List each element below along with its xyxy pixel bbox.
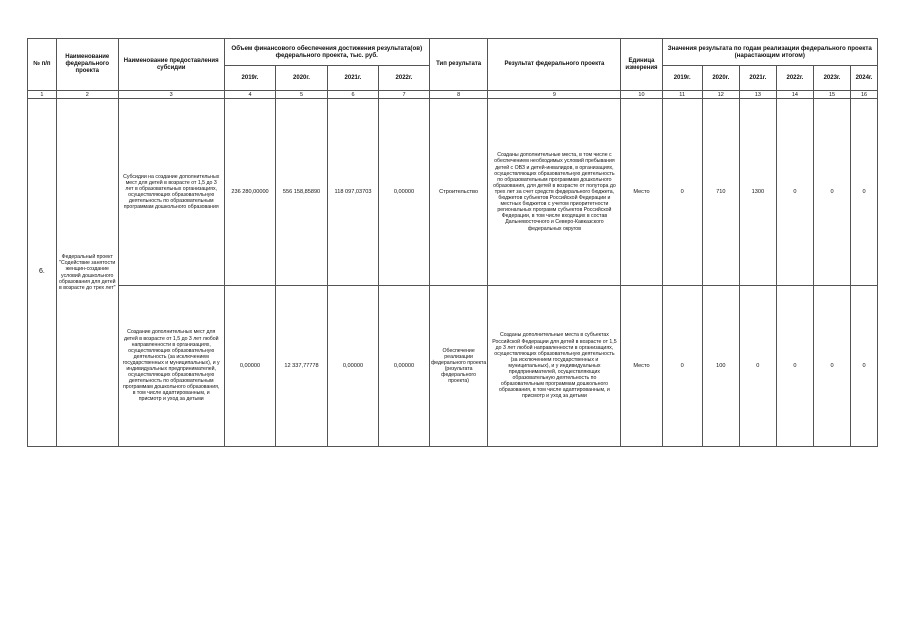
result-text: Созданы дополнительные места, в том числе с обеспечением необходимых условий пребывания детей с ОВЗ и детей-инвалидов, в организациях, осуществляющих образовательную деятельность по образовательным программам дошкольного образования, для детей в возрасте от полутора до трех лет за счет средств федерального бюджета, бюджетов субъектов Российской Федерации и местных бюджетов с учетом приоритетности региональных программ субъектов Российской Федерации, в том числе входящих в состав Дальневосточного и Северо-Кавказского федеральных округов: [493, 152, 616, 232]
column-number: 7: [379, 91, 429, 99]
value-cell: 0: [813, 286, 850, 447]
header-value-year: 2020г.: [702, 66, 739, 91]
funding-cell: 0,00000: [224, 286, 276, 447]
result-cell: [488, 99, 621, 286]
column-number-row: [28, 91, 878, 99]
subsidy-text: Создание дополнительных мест для детей в возрасте от 1,5 до 3 лет любой направленности в организациях, осуществляющих образовательную деятельность (за исключением государственных и муниципальных), и у индивидуальных предпринимателей, осуществляющих образовательную деятельность по образовательным программам дошкольного образования, в том числе адаптированным, и присмотр и уход за детьми: [122, 329, 220, 403]
column-number: 8: [429, 91, 488, 99]
funding-cell: 0,00000: [379, 286, 429, 447]
header-funding-year: 2021г.: [327, 66, 379, 91]
subsidy-text: Субсидии на создание дополнительных мест для детей в возрасте от 1,5 до 3 лет в образовательных организациях, осуществляющих образовательную деятельность по образовательным программам дошкольного образования: [123, 173, 220, 211]
result-cell: [488, 286, 621, 447]
subsidy-cell: [118, 99, 224, 286]
column-number: 12: [702, 91, 739, 99]
header-funding-year: 2022г.: [379, 66, 429, 91]
header-row-top: [28, 39, 878, 66]
unit-cell: Место: [621, 99, 662, 286]
header-no: № п/п: [28, 39, 57, 91]
value-cell: 0: [776, 99, 813, 286]
header-values-group: Значения результата по годам реализации федерального проекта (нарастающим итогом): [662, 39, 877, 66]
result-type-cell: Обеспечение реализации федерального проекта (результата федерального проекта): [429, 286, 488, 447]
column-number: 10: [621, 91, 662, 99]
column-number: 6: [327, 91, 379, 99]
column-number: 13: [739, 91, 776, 99]
table-row: [28, 99, 878, 286]
header-value-year: 2022г.: [776, 66, 813, 91]
column-number: 15: [813, 91, 850, 99]
column-number: 11: [662, 91, 702, 99]
header-value-year: 2024г.: [851, 66, 878, 91]
header-funding-group: Объем финансового обеспечения достижения результата(ов) федерального проекта, тыс. руб.: [224, 39, 429, 66]
header-subsidy-name: Наименование предоставления субсидии: [118, 39, 224, 91]
funding-cell: 0,00000: [327, 286, 379, 447]
result-text: Созданы дополнительные места в субъектах Российской Федерации для детей в возрасте от 1,5 до 3 лет любой направленности в организациях, осуществляющих образовательную деятельность (за исключением государственных и муниципальных), и у индивидуальных предпринимателей, осуществляющих образовательную деятельность по образовательным программам дошкольного образования, в том числе адаптированным, и присмотр и уход за детьми: [492, 332, 617, 400]
project-name-cell: Федеральный проект "Содействие занятости женщин-создание условий дошкольного образования для детей в возрасте до трех лет": [56, 99, 118, 447]
value-cell: 0: [813, 99, 850, 286]
value-cell: 0: [739, 286, 776, 447]
column-number: 14: [776, 91, 813, 99]
funding-cell: 556 158,85890: [276, 99, 328, 286]
unit-cell: Место: [621, 286, 662, 447]
subsidy-cell: [118, 286, 224, 447]
row-index: 6.: [28, 99, 57, 447]
header-funding-year: 2020г.: [276, 66, 328, 91]
result-type-cell: Строительство: [429, 99, 488, 286]
value-cell: 0: [851, 286, 878, 447]
header-value-year: 2019г.: [662, 66, 702, 91]
value-cell: 710: [702, 99, 739, 286]
header-result: Результат федерального проекта: [488, 39, 621, 91]
header-value-year: 2023г.: [813, 66, 850, 91]
value-cell: 0: [662, 286, 702, 447]
header-funding-year: 2019г.: [224, 66, 276, 91]
column-number: 2: [56, 91, 118, 99]
header-unit: Единица измерения: [621, 39, 662, 91]
column-number: 5: [276, 91, 328, 99]
header-value-year: 2021г.: [739, 66, 776, 91]
results-table: [27, 38, 878, 447]
value-cell: 0: [851, 99, 878, 286]
value-cell: 100: [702, 286, 739, 447]
column-number: 4: [224, 91, 276, 99]
header-result-type: Тип результата: [429, 39, 488, 91]
table-row: [28, 286, 878, 447]
header-project-name: Наименование федерального проекта: [56, 39, 118, 91]
funding-cell: 236 280,00000: [224, 99, 276, 286]
value-cell: 0: [776, 286, 813, 447]
column-number: 3: [118, 91, 224, 99]
funding-cell: 0,00000: [379, 99, 429, 286]
value-cell: 0: [662, 99, 702, 286]
funding-cell: 118 097,03703: [327, 99, 379, 286]
column-number: 1: [28, 91, 57, 99]
funding-cell: 12 337,77778: [276, 286, 328, 447]
column-number: 9: [488, 91, 621, 99]
column-number: 16: [851, 91, 878, 99]
value-cell: 1300: [739, 99, 776, 286]
